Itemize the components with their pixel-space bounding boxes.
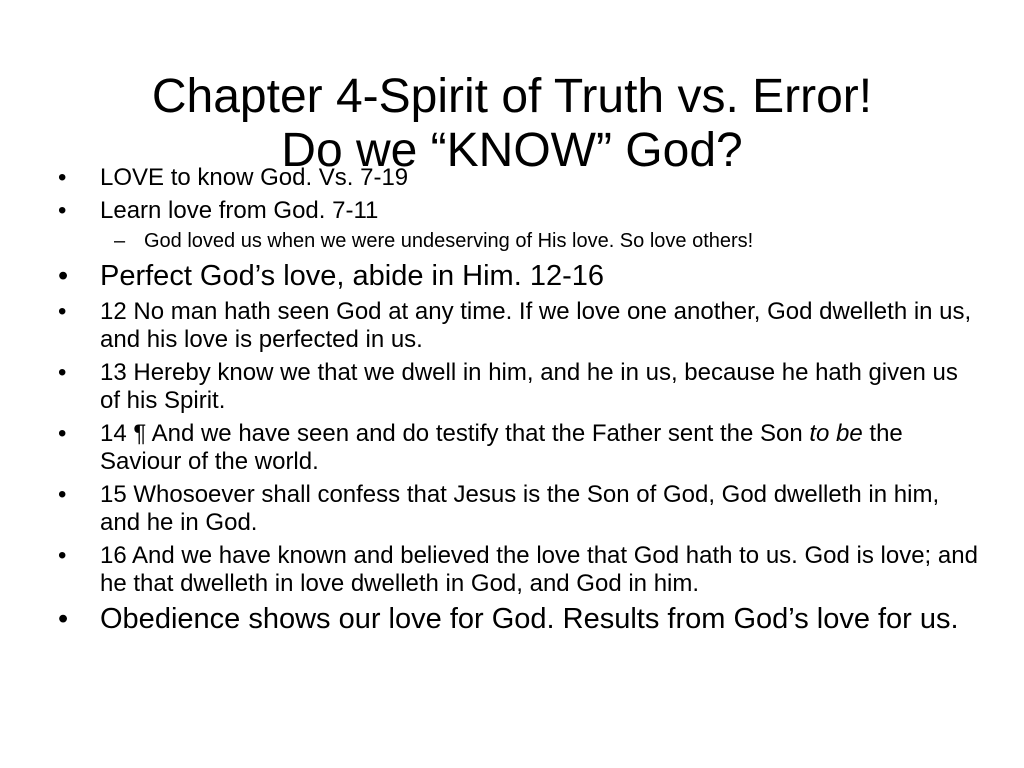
slide-title-line-1: Chapter 4-Spirit of Truth vs. Error! (151, 70, 873, 124)
dash-icon: – (114, 230, 126, 252)
slide-title-line-2: Do we “KNOW” God? (281, 124, 743, 178)
list-item-text: 15 Whosoever shall confess that Jesus is the Son of God, God dwelleth in him, and he in God. (100, 481, 940, 536)
list-item-text: 13 Hereby know we that we dwell in him, and he in us, because he hath given us of his Spirit. (100, 359, 958, 414)
list-item (58, 260, 978, 292)
slide-title (40, 70, 984, 178)
list-item (58, 420, 978, 476)
list-item (58, 298, 978, 354)
list-item (58, 481, 978, 537)
list-item-text: LOVE to know God. Vs. 7-19 (100, 164, 409, 191)
list-item-text-part: the Saviour of the world. (100, 420, 903, 475)
bullet-icon: • (58, 164, 67, 191)
list-item (58, 164, 978, 192)
sub-list-item-text: God loved us when we were undeserving of His love. So love others! (144, 230, 754, 252)
bullet-icon: • (58, 298, 67, 325)
bullet-icon: • (58, 260, 69, 292)
list-item-text: Learn love from God. 7-11 (100, 197, 379, 224)
list-item-text (100, 420, 903, 475)
bullet-icon: • (58, 197, 67, 224)
bullet-icon: • (58, 420, 67, 447)
list-item-text: Perfect God’s love, abide in Him. 12-16 (100, 260, 605, 292)
list-item (58, 542, 978, 598)
bullet-icon: • (58, 603, 69, 635)
list-item-text: Obedience shows our love for God. Results from God’s love for us. (100, 603, 959, 635)
list-item-text-part: 14 ¶ And we have seen and do testify that the Father sent the Son (100, 420, 810, 447)
list-item (58, 197, 978, 225)
bullet-icon: • (58, 481, 67, 508)
bullet-list (58, 164, 978, 641)
bullet-icon: • (58, 542, 67, 569)
list-item-text: 12 No man hath seen God at any time. If we love one another, God dwelleth in us, and his love is perfected in us. (100, 298, 972, 353)
list-item-italic-text: to be (809, 420, 863, 447)
list-item (58, 359, 978, 415)
list-item (58, 603, 978, 635)
bullet-icon: • (58, 359, 67, 386)
list-item-text: 16 And we have known and believed the love that God hath to us. God is love; and he that dwelleth in love dwelleth in God, and God in him. (100, 542, 978, 597)
sub-list-item (58, 228, 978, 254)
